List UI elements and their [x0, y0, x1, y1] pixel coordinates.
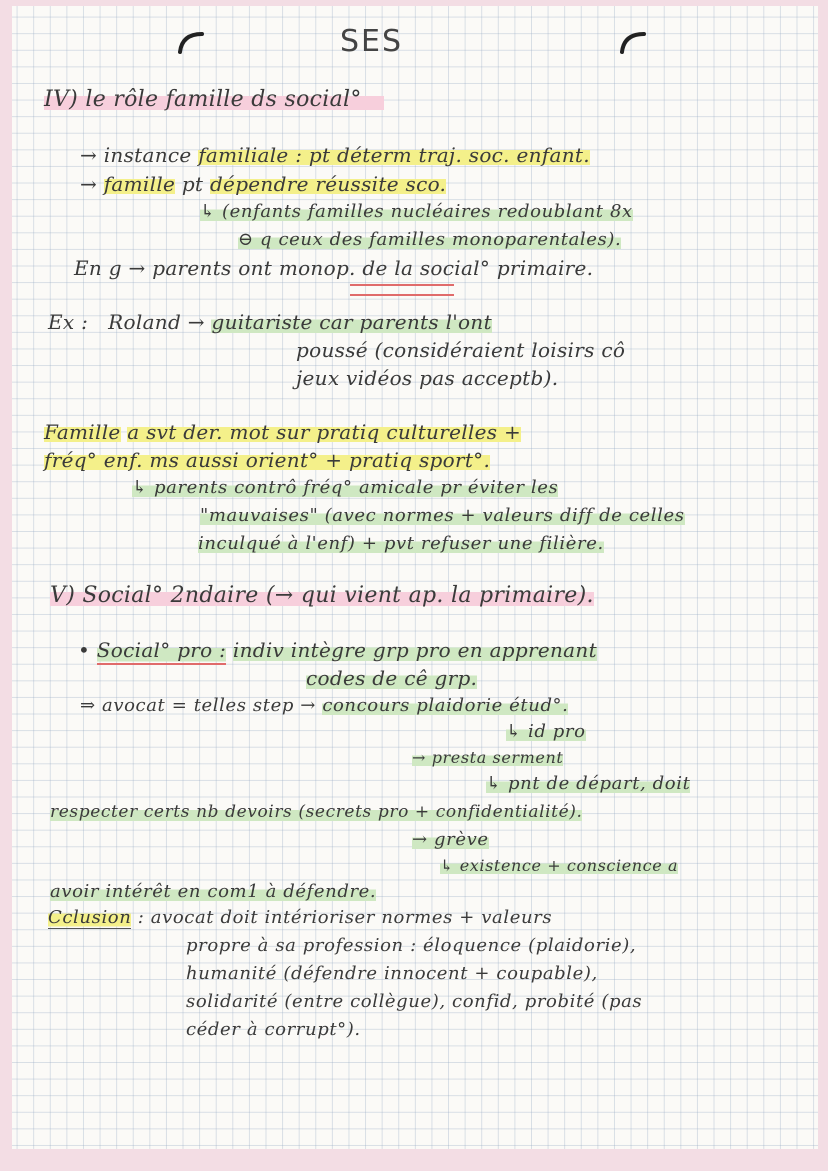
line-point-depart: ↳ pnt de départ, doit — [486, 773, 691, 794]
section-5-heading: V) Social° 2ndaire (→ qui vient ap. la primaire). — [50, 583, 594, 608]
conclusion-label: Cclusion — [48, 907, 132, 928]
binder-hole-left-icon — [176, 30, 206, 54]
paper-edge-bottom — [0, 1149, 828, 1171]
line-instance-familiale: → instance familiale : pt déterm traj. soc. enfant. — [80, 143, 590, 167]
conclusion-line-4: solidarité (entre collègue), confid, probité (pas — [186, 991, 643, 1012]
double-underline-mark — [350, 284, 454, 296]
binder-hole-right-icon — [618, 30, 648, 54]
page-title: SES — [340, 24, 404, 59]
line-famille-reussite: → famille pt dépendre réussite sco. — [80, 172, 447, 196]
line-existence: ↳ existence + conscience a — [440, 856, 679, 875]
paper-edge-top — [0, 0, 828, 6]
line-social-pro: • Social° pro : indiv intègre grp pro en apprenant — [78, 638, 597, 662]
example-roland: Ex : Roland → guitariste car parents l'ont — [48, 310, 492, 334]
line-presta-serment: → presta serment — [412, 748, 564, 767]
line-mauvaises: "mauvaises" (avec normes + valeurs diff de celles — [200, 505, 685, 526]
example-line-2: poussé (considéraient loisirs cô — [296, 338, 626, 362]
line-enfants-nucleaires: ↳ (enfants familles nucléaires redoublant 8x — [200, 201, 633, 222]
line-avocat-steps: ⇒ avocat = telles step → concours plaidorie étud°. — [80, 695, 569, 716]
line-parents-monopole: En g → parents ont monop. de la social° primaire. — [74, 256, 594, 280]
conclusion-line-3: humanité (défendre innocent + coupable), — [186, 963, 598, 984]
line-monoparentales: ⊖ q ceux des familles monoparentales). — [238, 229, 622, 250]
conclusion-line-5: céder à corrupt°). — [186, 1019, 361, 1040]
section-4-number: IV) — [44, 87, 79, 112]
line-parents-controle: ↳ parents contrô fréq° amicale pr éviter les — [132, 477, 559, 498]
example-line-3: jeux vidéos pas acceptb). — [296, 366, 559, 390]
line-codes-grp: codes de cê grp. — [306, 666, 478, 690]
line-filiere: inculqué à l'enf) + pvt refuser une filière. — [198, 533, 604, 554]
line-greve: → grève — [412, 829, 489, 850]
line-famille-pratiques: Famille a svt der. mot sur pratiq culturelles + — [44, 420, 522, 444]
line-devoirs: respecter certs nb devoirs (secrets pro + confidentialité). — [50, 802, 583, 822]
section-4-title: le rôle famille ds social° — [85, 87, 362, 112]
line-interet-commun: avoir intérêt en com1 à défendre. — [50, 881, 377, 902]
conclusion-line-2: propre à sa profession : éloquence (plaidorie), — [186, 935, 637, 956]
paper-edge-right — [818, 0, 828, 1171]
line-freq-enfants: fréq° enf. ms aussi orient° + pratiq sport°. — [44, 448, 491, 472]
line-id-pro: ↳ id pro — [506, 721, 586, 742]
paper-edge-left — [0, 0, 12, 1171]
line-conclusion: Cclusion : avocat doit intérioriser normes + valeurs — [48, 907, 553, 928]
section-4-heading — [44, 88, 384, 112]
